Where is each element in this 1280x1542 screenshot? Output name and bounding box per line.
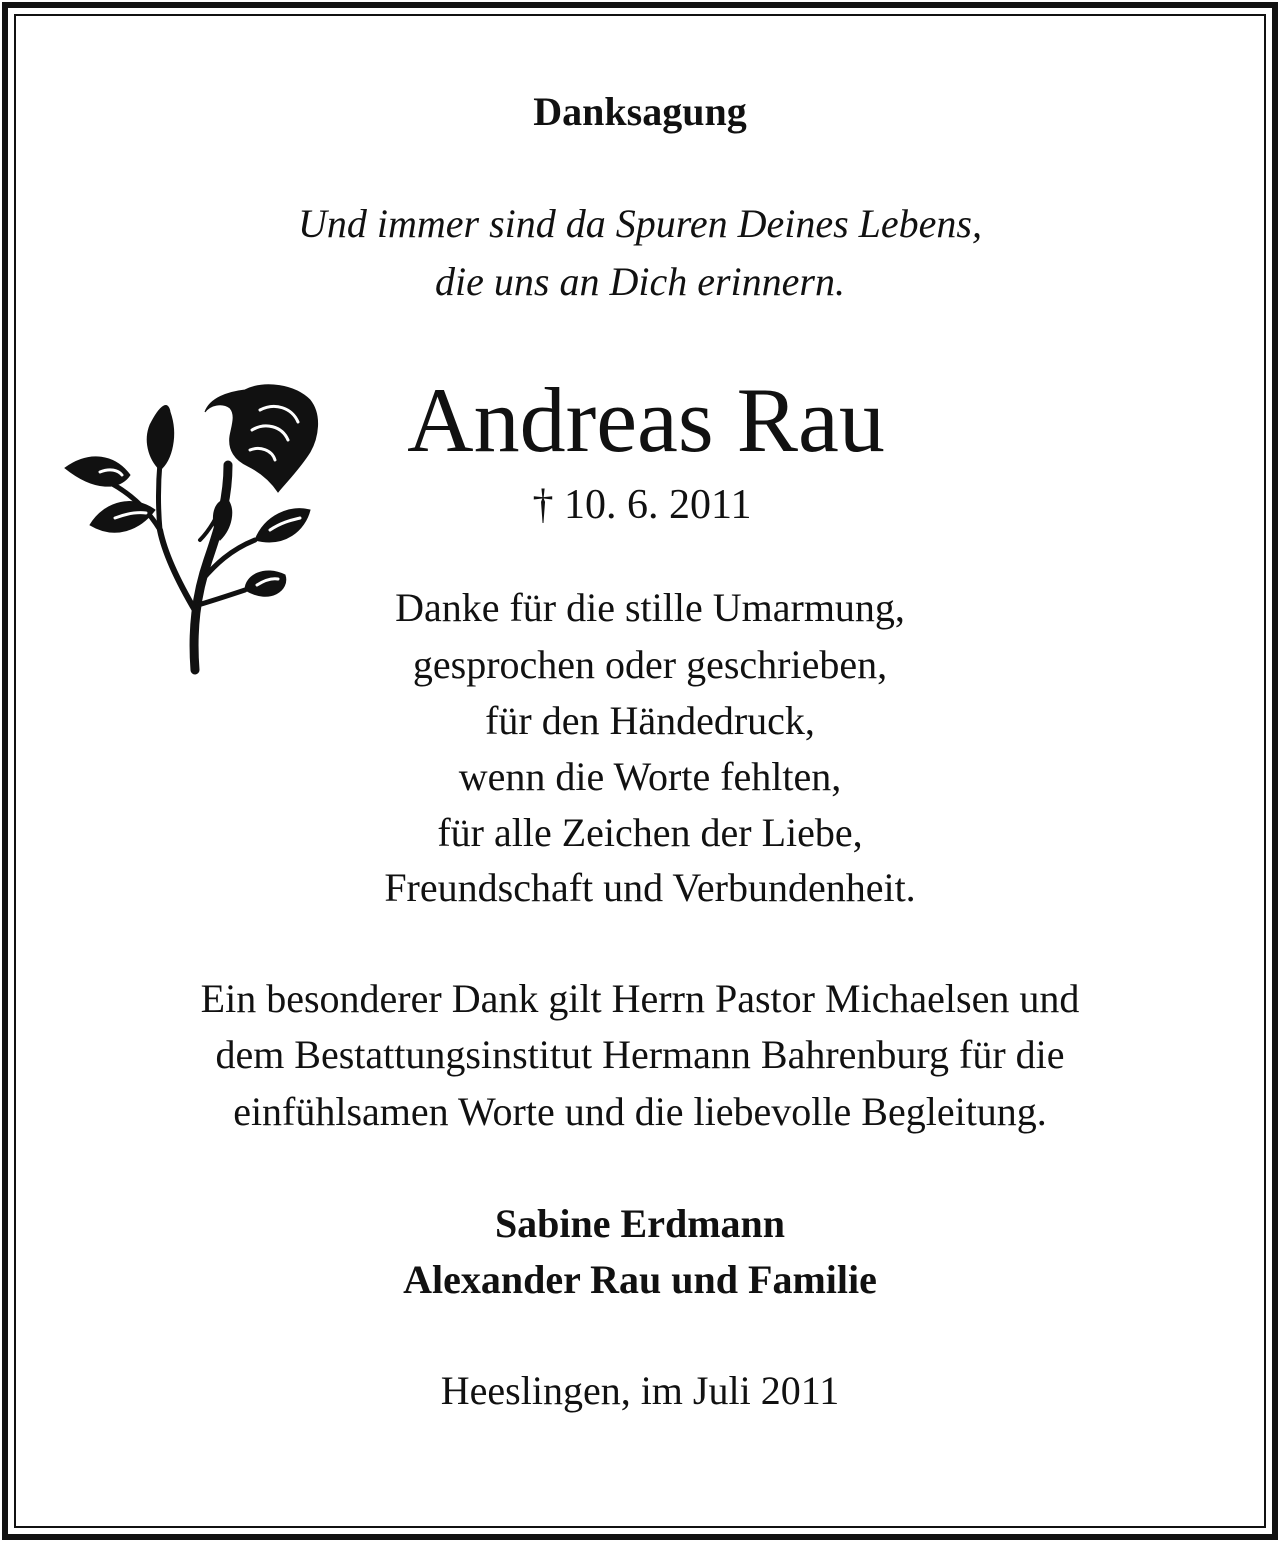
thanks-line-1: Danke für die stille Umarmung,	[395, 585, 905, 630]
signature-line-1: Sabine Erdmann	[494, 1201, 786, 1246]
motto-line-1: Und immer sind da Spuren Deines Lebens,	[297, 201, 982, 246]
deceased-name: Andreas Rau	[407, 369, 885, 471]
thanks-line-4: wenn die Worte fehlten,	[458, 754, 842, 799]
special-thanks-line-2: dem Bestattungsinstitut Hermann Bahrenburg für die	[215, 1032, 1065, 1077]
thanks-line-6: Freundschaft und Verbundenheit.	[384, 865, 916, 910]
place-and-date: Heeslingen, im Juli 2011	[440, 1368, 840, 1413]
special-thanks-line-3: einfühlsamen Worte und die liebevolle Begleitung.	[233, 1089, 1047, 1134]
motto-line-2: die uns an Dich erinnern.	[435, 259, 845, 304]
signature-line-2: Alexander Rau und Familie	[403, 1257, 877, 1302]
heading: Danksagung	[533, 89, 747, 134]
rose-icon	[60, 380, 330, 680]
death-date: † 10. 6. 2011	[532, 482, 752, 528]
thanks-line-3: für den Händedruck,	[485, 698, 815, 743]
thanks-line-2: gesprochen oder geschrieben,	[412, 642, 888, 687]
special-thanks-line-1: Ein besonderer Dank gilt Herrn Pastor Michaelsen und	[200, 976, 1080, 1021]
thanks-line-5: für alle Zeichen der Liebe,	[437, 810, 863, 855]
